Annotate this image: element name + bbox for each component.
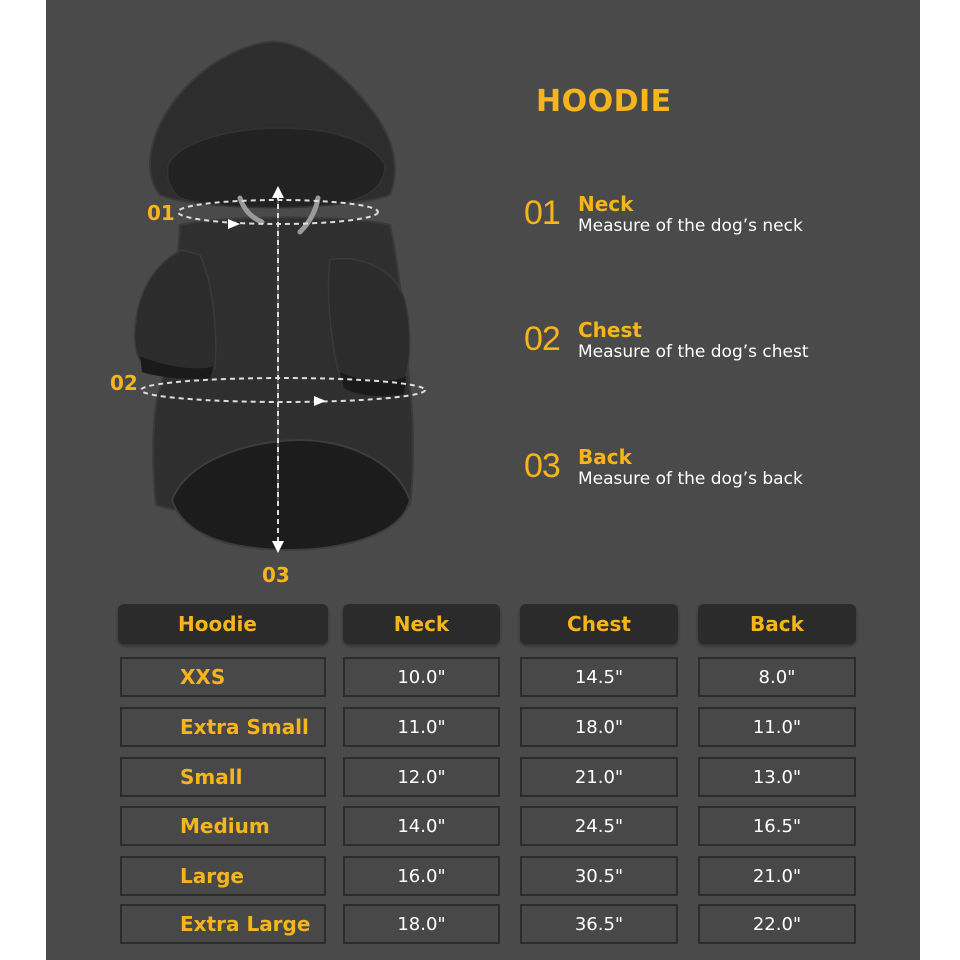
- size-label: Extra Large: [120, 904, 326, 944]
- chest-value: 14.5": [520, 657, 678, 697]
- measure-name: Neck: [578, 192, 634, 216]
- chest-value: 24.5": [520, 806, 678, 846]
- back-value: 22.0": [698, 904, 856, 944]
- header-back: Back: [698, 604, 856, 644]
- back-value: 11.0": [698, 707, 856, 747]
- back-value: 8.0": [698, 657, 856, 697]
- neck-value: 16.0": [343, 856, 500, 896]
- back-value: 13.0": [698, 757, 856, 797]
- measure-chest: [524, 320, 884, 380]
- size-label: XXS: [120, 657, 326, 697]
- hoodie-left-sleeve: [135, 250, 216, 370]
- marker-01: 01: [147, 201, 175, 225]
- header-hoodie: Hoodie: [118, 604, 328, 644]
- neck-value: 14.0": [343, 806, 500, 846]
- measure-number: 03: [524, 447, 560, 485]
- header-chest: Chest: [520, 604, 678, 644]
- chest-value: 18.0": [520, 707, 678, 747]
- back-value: 21.0": [698, 856, 856, 896]
- measure-description: Measure of the dog’s chest: [578, 342, 809, 362]
- measure-name: Chest: [578, 318, 642, 342]
- measure-neck: [524, 194, 884, 254]
- chest-value: 30.5": [520, 856, 678, 896]
- page-title: HOODIE: [536, 84, 672, 119]
- measure-name: Back: [578, 445, 632, 469]
- back-value: 16.5": [698, 806, 856, 846]
- neck-value: 18.0": [343, 904, 500, 944]
- size-label: Small: [120, 757, 326, 797]
- neck-value: 11.0": [343, 707, 500, 747]
- size-label: Medium: [120, 806, 326, 846]
- measure-number: 01: [524, 194, 560, 232]
- chest-value: 36.5": [520, 904, 678, 944]
- measure-number: 02: [524, 320, 560, 358]
- chest-value: 21.0": [520, 757, 678, 797]
- header-neck: Neck: [343, 604, 500, 644]
- neck-value: 10.0": [343, 657, 500, 697]
- measure-back: [524, 447, 884, 507]
- size-label: Extra Small: [120, 707, 326, 747]
- marker-03: 03: [262, 563, 290, 587]
- measure-description: Measure of the dog’s back: [578, 469, 803, 489]
- measure-description: Measure of the dog’s neck: [578, 216, 803, 236]
- size-label: Large: [120, 856, 326, 896]
- marker-02: 02: [110, 371, 138, 395]
- neck-value: 12.0": [343, 757, 500, 797]
